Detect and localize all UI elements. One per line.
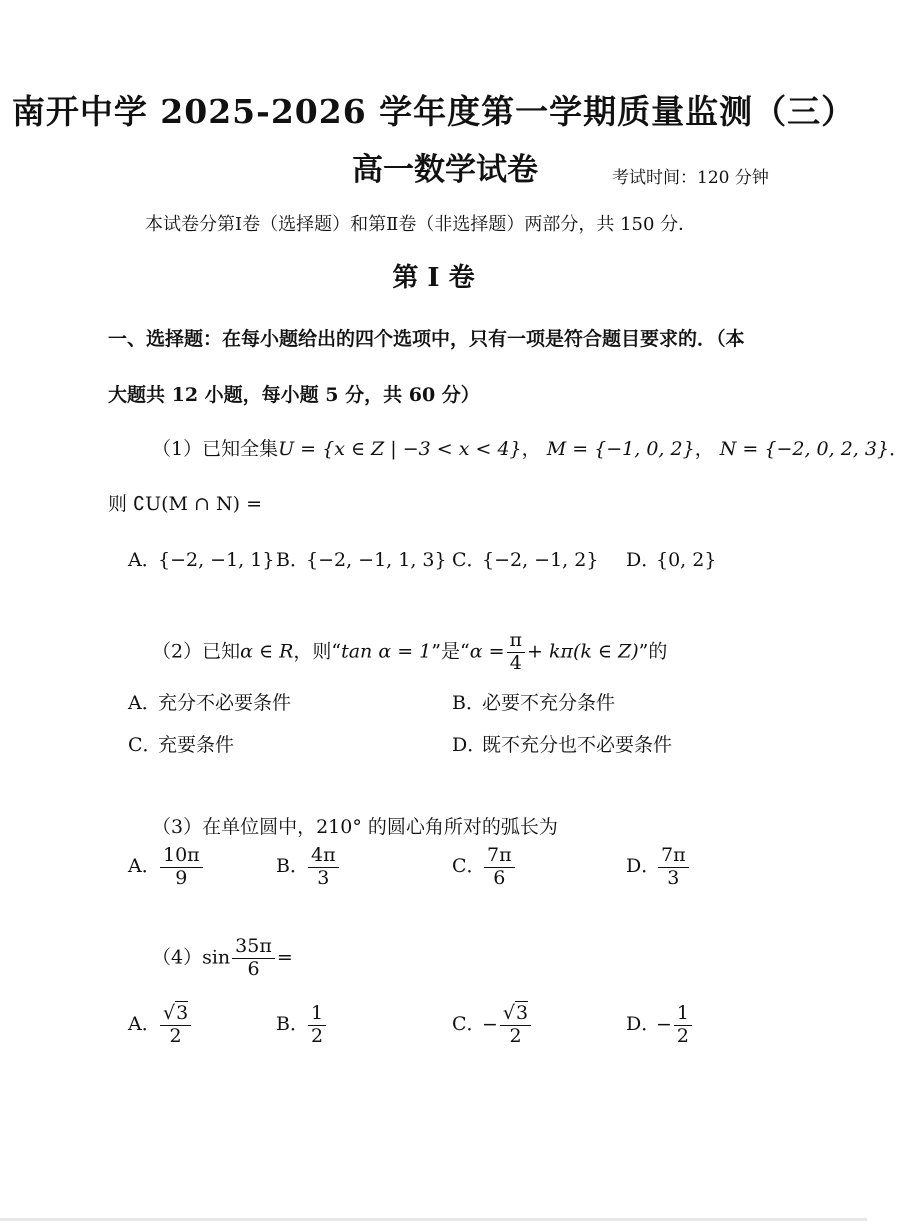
option-sign: − (482, 1013, 498, 1036)
q2-stem (152, 630, 667, 675)
option-letter: B． (276, 1013, 309, 1036)
q2-option-d[interactable] (452, 730, 672, 757)
fraction-denominator: 4 (509, 651, 522, 674)
option-text: {−2, −1, 1, 3} (306, 549, 447, 571)
radical-sign: √ (163, 1002, 176, 1024)
q3-option-c[interactable] (452, 845, 517, 890)
option-fraction (658, 845, 689, 890)
fraction-numerator (160, 1003, 191, 1026)
option-letter: A． (128, 549, 161, 571)
q4-option-c[interactable] (452, 1003, 533, 1048)
fraction-numerator: 7π (658, 845, 689, 868)
option-text: 既不充分也不必要条件 (482, 734, 673, 756)
fraction-denominator: 2 (311, 1024, 324, 1047)
option-letter: D． (626, 855, 661, 878)
section-heading-line2: 大题共 12 小题，每小题 5 分，共 60 分） (108, 384, 480, 406)
q1-set-u: U = {x ∈ Z | −3 < x < 4} (278, 438, 522, 460)
q2-end: ”的 (638, 640, 668, 663)
q2-mid2: ”是“ (431, 640, 470, 663)
q4-stem (152, 936, 293, 981)
option-text: 充分不必要条件 (158, 692, 292, 714)
option-text: {−2, −1, 1} (158, 549, 275, 571)
exam-subtitle: 高一数学试卷 (352, 152, 538, 188)
fraction-denominator: 3 (667, 866, 680, 889)
q1-option-b[interactable] (276, 545, 447, 572)
q2-condition: α ∈ R (240, 640, 294, 663)
fraction-numerator: 10π (160, 845, 203, 868)
q2-statement: tan α = 1 (341, 640, 432, 663)
fraction-numerator: 4π (308, 845, 339, 868)
q1-sep1: ， (521, 438, 541, 460)
option-sign: − (656, 1013, 672, 1036)
q1-sep2: ， (694, 438, 714, 460)
fraction-denominator: 6 (247, 957, 260, 980)
q1-set-n: N = {−2, 0, 2, 3} (719, 438, 890, 460)
option-text: 充要条件 (158, 734, 235, 756)
exam-intro: 本试卷分第Ⅰ卷（选择题）和第Ⅱ卷（非选择题）两部分，共 150 分． (145, 214, 697, 235)
q4-option-d[interactable] (626, 1003, 694, 1048)
radical-sign: √ (502, 1002, 516, 1024)
option-fraction (674, 1003, 692, 1048)
option-fraction (308, 1003, 326, 1048)
q2-prefix: （2）已知 (152, 640, 241, 663)
q4-fraction (232, 936, 275, 981)
q3-option-d[interactable] (626, 845, 691, 890)
option-fraction (500, 1003, 531, 1048)
q2-option-c[interactable] (128, 730, 234, 757)
sqrt-symbol (503, 1003, 528, 1025)
option-fraction (160, 1003, 191, 1048)
fraction-denominator: 9 (175, 866, 188, 889)
q1-ask: 则 ∁U(M ∩ N) = (108, 493, 263, 515)
q1-option-a[interactable] (128, 545, 274, 572)
fraction-denominator: 6 (493, 866, 506, 889)
option-fraction (308, 845, 339, 890)
option-letter: C． (452, 1013, 486, 1036)
fraction-numerator: 35π (232, 936, 275, 959)
q4-prefix: （4） (152, 946, 203, 969)
fraction-numerator (500, 1003, 531, 1026)
q1-option-d[interactable] (626, 545, 716, 572)
q1-prefix: （1）已知全集 (152, 438, 279, 460)
fraction-denominator: 2 (509, 1024, 522, 1047)
fraction-denominator: 3 (317, 866, 330, 889)
option-text: {0, 2} (656, 549, 717, 571)
q4-function: sin (202, 946, 231, 969)
q1-option-c[interactable] (452, 545, 598, 572)
section-heading-line1: 一、选择题：在每小题给出的四个选项中，只有一项是符合题目要求的．（本 (108, 328, 745, 350)
q3-option-a[interactable] (128, 845, 205, 890)
page-bottom-edge (0, 1218, 867, 1221)
sqrt-symbol (163, 1003, 188, 1025)
option-letter: B． (452, 692, 485, 714)
option-fraction (160, 845, 203, 890)
fraction-denominator: 2 (676, 1024, 690, 1047)
q2-tail: + kπ(k ∈ Z) (527, 640, 639, 663)
option-letter: C． (452, 855, 486, 878)
q4-option-b[interactable] (276, 1003, 328, 1048)
fraction-numerator: 1 (674, 1003, 692, 1026)
radicand: 3 (516, 1002, 529, 1024)
fraction-numerator: 7π (484, 845, 515, 868)
option-letter: B． (276, 855, 309, 878)
q3-option-b[interactable] (276, 845, 341, 890)
option-letter: A． (128, 855, 161, 878)
option-text: 必要不充分条件 (482, 692, 616, 714)
exam-title: 南开中学 2025-2026 学年度第一学期质量监测（三） (11, 92, 856, 131)
fraction-numerator: 1 (308, 1003, 326, 1026)
q2-alpha-eq: α = (469, 640, 505, 663)
option-letter: C． (452, 549, 486, 571)
option-letter: D． (626, 1013, 661, 1036)
q1-stem (152, 434, 908, 461)
q1-end: ． (889, 438, 908, 460)
option-letter: D． (626, 549, 661, 571)
part-title: 第 I 卷 (392, 263, 475, 293)
fraction-numerator: π (507, 630, 526, 653)
q1-set-m: M = {−1, 0, 2} (546, 438, 695, 460)
option-letter: B． (276, 549, 309, 571)
option-fraction (484, 845, 515, 890)
option-text: {−2, −1, 2} (482, 549, 599, 571)
fraction-denominator: 2 (169, 1024, 182, 1047)
q2-option-a[interactable] (128, 688, 291, 715)
q4-option-a[interactable] (128, 1003, 193, 1048)
q3-stem: （3）在单位圆中，210° 的圆心角所对的弧长为 (152, 816, 558, 838)
q2-mid: ，则“ (293, 640, 342, 663)
q2-fraction (507, 630, 526, 675)
q2-option-b[interactable] (452, 688, 615, 715)
option-letter: C． (128, 734, 162, 756)
option-letter: A． (128, 1013, 161, 1036)
q4-equals: = (276, 946, 293, 969)
radicand: 3 (176, 1002, 189, 1024)
option-letter: A． (128, 692, 161, 714)
option-letter: D． (452, 734, 487, 756)
exam-time: 考试时间：120 分钟 (612, 168, 769, 188)
